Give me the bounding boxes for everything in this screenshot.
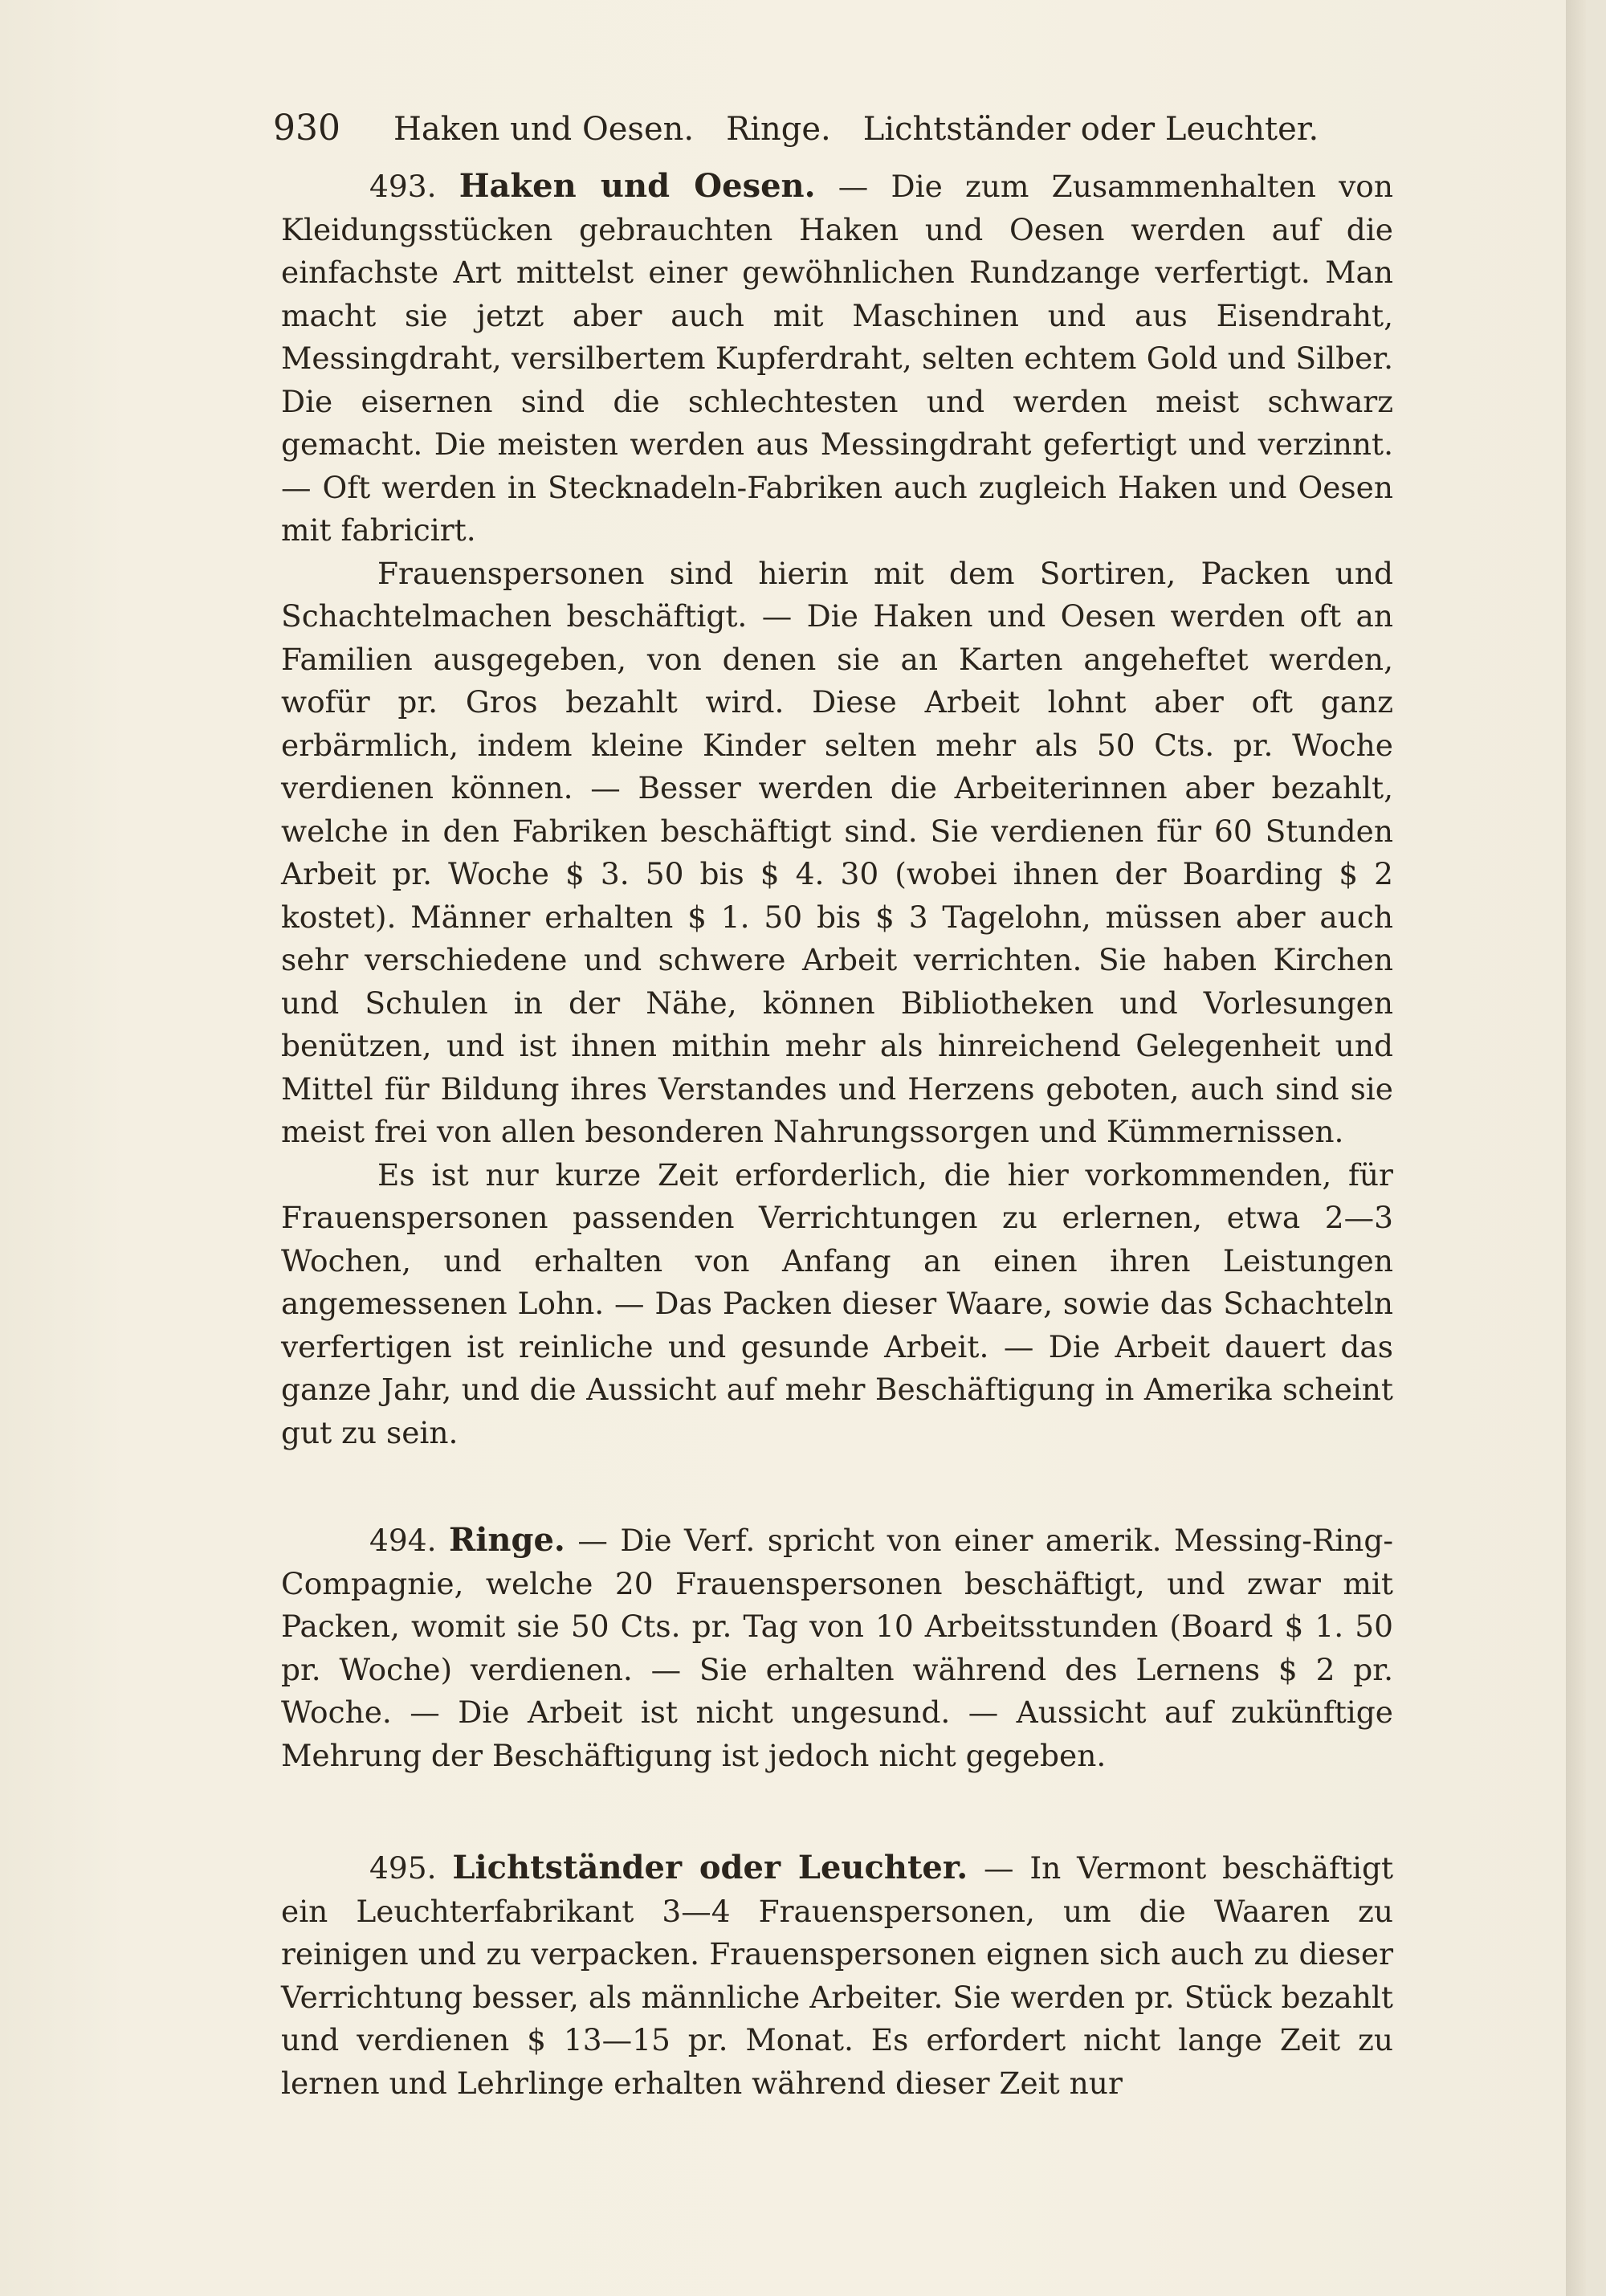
section-number: 495. xyxy=(369,1850,437,1886)
running-header xyxy=(273,104,1397,153)
running-title-3: Lichtständer oder Leuchter. xyxy=(862,111,1319,148)
paragraph-text: — In Vermont beschäftigt ein Leuchterfabrikant 3—4 Frauenspersonen, um die Waaren zu reinigen und zu verpacken. Frauenspersonen eignen sich auch zu dieser Verrichtung besser, als männliche Arbeiter. Sie werden pr. Stück bezahlt und verdienen $ 13—15 pr. Monat. Es erfordert nicht lange Zeit zu lernen und Lehrlinge erhalten während dieser Zeit nur xyxy=(281,1850,1394,2101)
page-body xyxy=(281,165,1393,2105)
section-494-paragraph xyxy=(281,1519,1393,1777)
section-495-paragraph xyxy=(281,1846,1393,2105)
running-title-2: Ringe. xyxy=(726,111,831,148)
paragraph-text: — Die zum Zusammenhalten von Kleidungsstücken gebrauchten Haken und Oesen werden auf die einfachste Art mittelst einer gewöhnlichen Rundzange verfertigt. Man macht sie jetzt aber auch mit Maschinen und aus Eisendraht, Messingdraht, versilbertem Kupferdraht, selten echtem Gold und Silber. Die eisernen sind die schlechtesten und werden meist schwarz gemacht. Die meisten werden aus Messingdraht gefertigt und verzinnt. — Oft werden in Stecknadeln-Fabriken auch zugleich Haken und Oesen mit fabricirt. xyxy=(281,169,1394,548)
section-title: Haken und Oesen. xyxy=(459,167,816,205)
section-number: 494. xyxy=(369,1523,437,1558)
running-title-1: Haken und Oesen. xyxy=(393,111,695,148)
section-493-first-paragraph xyxy=(281,165,1393,553)
page-gutter xyxy=(1566,0,1586,2296)
paragraph: Frauenspersonen sind hierin mit dem Sortiren, Packen und Schachtelmachen beschäftigt. — Die Haken und Oesen werden oft an Familien ausgegeben, von denen sie an Karten angeheftet werden, wofür pr. Gros bezahlt wird. Diese Arbeit lohnt aber oft ganz erbärmlich, indem kleine Kinder selten mehr als 50 Cts. pr. Woche verdienen können. — Besser werden die Arbeiterinnen aber bezahlt, welche in den Fabriken beschäftigt sind. Sie verdienen für 60 Stunden Arbeit pr. Woche $ 3. 50 bis $ 4. 30 (wobei ihnen der Boarding $ 2 kostet). Männer erhalten $ 1. 50 bis $ 3 Tagelohn, müssen aber auch sehr verschiedene und schwere Arbeit verrichten. Sie haben Kirchen und Schulen in der Nähe, können Bibliotheken und Vorlesungen benützen, und ist ihnen mithin mehr als hinreichend Gelegenheit und Mittel für Bildung ihres Verstandes und Herzens geboten, auch sind sie meist frei von allen besonderen Nahrungssorgen und Kümmernissen. xyxy=(281,555,1393,1149)
paragraph-text: — Die Verf. spricht von einer amerik. Messing-Ring-Compagnie, welche 20 Frauenspersonen beschäftigt, und zwar mit Packen, womit sie 50 Cts. pr. Tag von 10 Arbeitsstunden (Board $ 1. 50 pr. Woche) verdienen. — Sie erhalten während des Lernens $ 2 pr. Woche. — Die Arbeit ist nicht ungesund. — Aussicht auf zukünftige Mehrung der Beschäftigung ist jedoch nicht gegeben. xyxy=(281,1523,1394,1773)
paragraph: Es ist nur kurze Zeit erforderlich, die hier vorkommenden, für Frauenspersonen passenden Verrichtungen zu erlernen, etwa 2—3 Wochen, und erhalten von Anfang an einen ihren Leistungen angemessenen Lohn. — Das Packen dieser Waare, sowie das Schachteln verfertigen ist reinliche und gesunde Arbeit. — Die Arbeit dauert das ganze Jahr, und die Aussicht auf mehr Beschäftigung in Amerika scheint gut zu sein. xyxy=(281,1156,1393,1450)
section-title: Ringe. xyxy=(448,1521,565,1559)
section-number: 493. xyxy=(369,169,437,204)
page-number: 930 xyxy=(273,108,340,149)
section-title: Lichtständer oder Leuchter. xyxy=(452,1849,968,1886)
